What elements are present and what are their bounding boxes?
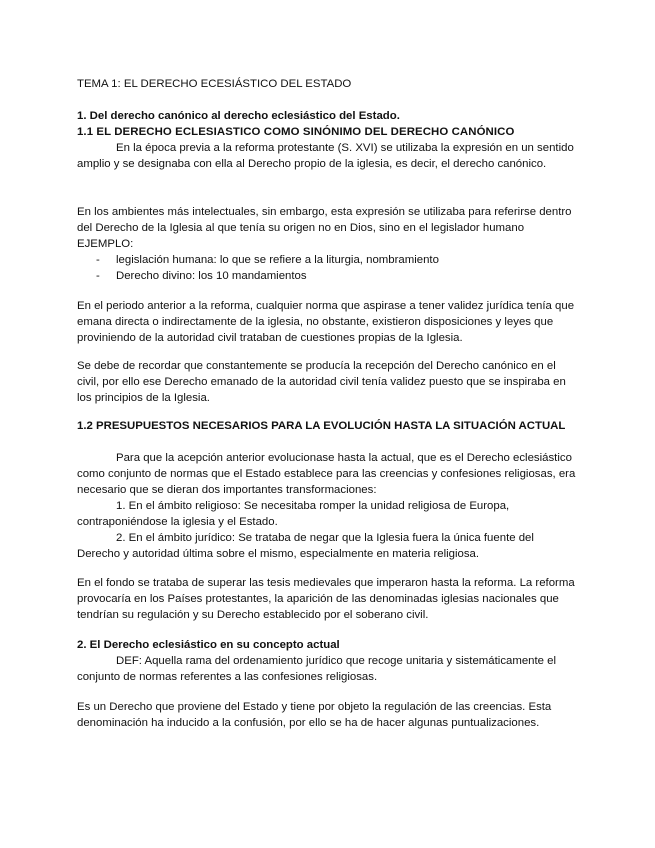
paragraph: En la época previa a la reforma protestante (S. XVI) se utilizaba la expresión en un sentido amplio y se designaba con ella al Derecho propio de la iglesia, es decir, el derecho canónico.: [77, 142, 574, 170]
paragraph: 2. En el ámbito jurídico: Se trataba de negar que la Iglesia fuera la única fuente del Derecho y autoridad última sobre el mismo, especialmente en materia religiosa.: [77, 532, 534, 560]
paragraph: Para que la acepción anterior evolucionase hasta la actual, que es el Derecho eclesiástico como conjunto de normas que el Estado establece para las creencias y confesiones religiosas, era necesario que se dieran dos importantes transformaciones:: [77, 452, 576, 496]
list-item: - legislación humana: lo que se refiere a la liturgia, nombramiento: [96, 254, 439, 266]
document-title: TEMA 1: EL DERECHO ECESIÁSTICO DEL ESTADO: [77, 78, 352, 90]
paragraph: En el periodo anterior a la reforma, cualquier norma que aspirase a tener validez jurídica tenía que emana directa o indirectamente de la iglesia, no obstante, existieron disposiciones y leyes que proviniendo de la autoridad civil trataban de cuestiones propias de la Iglesia.: [77, 300, 575, 344]
section-1-heading: 1. Del derecho canónico al derecho eclesiástico del Estado.: [77, 110, 400, 122]
paragraph: Se debe de recordar que constantemente se producía la recepción del Derecho canónico en el civil, por ello ese Derecho emanado de la autoridad civil tenía validez puesto que se inspiraba en los principios de la Iglesia.: [77, 360, 566, 404]
paragraph: DEF: Aquella rama del ordenamiento jurídico que recoge unitaria y sistemáticamente el conjunto de normas referentes a las confesiones religiosas.: [77, 655, 557, 683]
paragraph: En los ambientes más intelectuales, sin embargo, esta expresión se utilizaba para referirse dentro del Derecho de la Iglesia al que tenía su origen no en Dios, sino en el legislador humano EJEMPLO:: [77, 206, 572, 250]
list-item: - Derecho divino: los 10 mandamientos: [96, 270, 307, 282]
paragraph: En el fondo se trataba de superar las tesis medievales que imperaron hasta la reforma. La reforma provocaría en los Países protestantes, la aparición de las denominadas iglesias nacionales que tendrían su regulación y su Derecho establecido por el soberano civil.: [77, 577, 575, 621]
section-2-heading: 2. El Derecho eclesiástico en su concepto actual: [77, 639, 340, 651]
section-1-1-heading: 1.1 EL DERECHO ECLESIASTICO COMO SINÓNIMO DEL DERECHO CANÓNICO: [77, 126, 515, 138]
paragraph: 1. En el ámbito religioso: Se necesitaba romper la unidad religiosa de Europa, contraponiéndose la iglesia y el Estado.: [77, 500, 510, 528]
example-list: [77, 252, 577, 284]
paragraph: Es un Derecho que proviene del Estado y tiene por objeto la regulación de las creencias. Esta denominación ha inducido a la confusión, por ello se ha de hacer algunas puntualizaciones.: [77, 701, 552, 729]
section-1-2-heading: 1.2 PRESUPUESTOS NECESARIOS PARA LA EVOLUCIÓN HASTA LA SITUACIÓN ACTUAL: [77, 420, 566, 432]
dash-bullet: -: [96, 270, 100, 282]
dash-bullet: -: [96, 254, 100, 266]
